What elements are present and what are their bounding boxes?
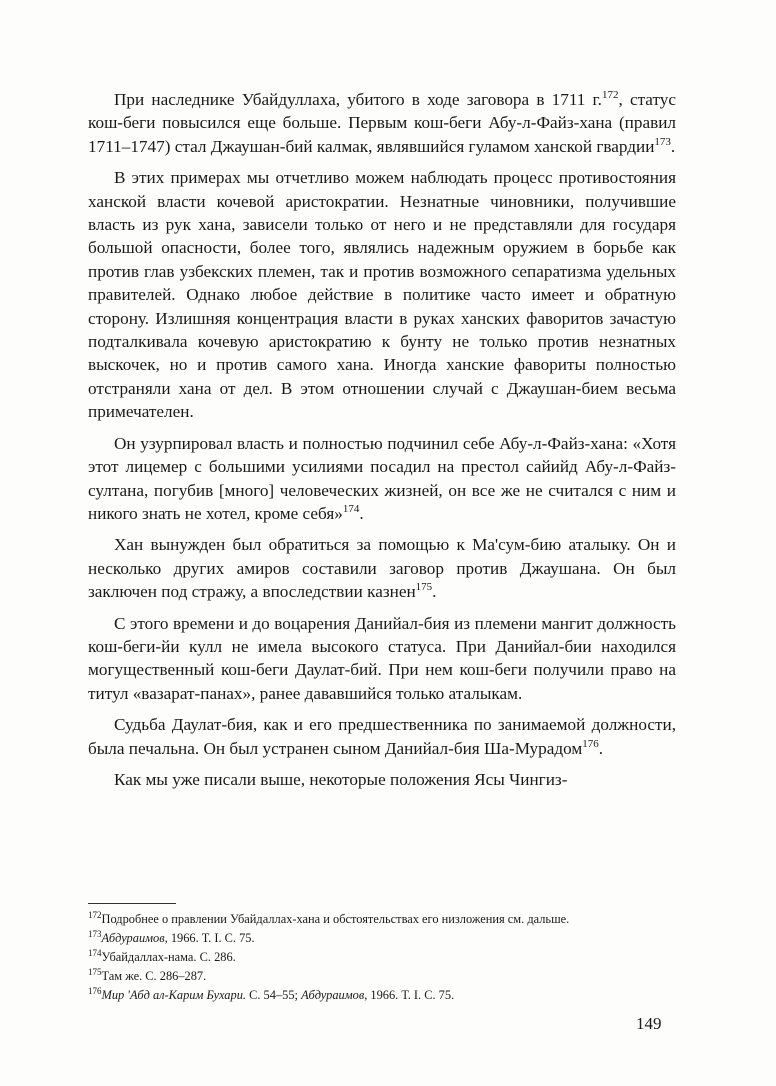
footnote-ref: 175 [415,581,433,594]
footnote: $^{176}$Мир 'Абд ал-Карим Бухари. С. 54–55; Абдураимов, 1966. Т. I. С. 75. [88,986,455,1002]
paragraph: При наследнике Убайдуллаха, убитого в ходе заговора в 1711 г.$^{172}$, статус кош-беги повысился еще больше. Первым кош-беги Абу-л-Файз-хана (правил 1711–1747) стал Джаушан-бий калмак, являвшийся гуламом ханской гвардии$^{173}$. [88,89,676,156]
paragraph: Судьба Даулат-бия, как и его предшественника по занимаемой должности, была печальна. Он был устранен сыном Данийал-бия Ша-Мурадом$^{176}$. [88,715,676,758]
footnotes [88,910,676,1005]
footnote: $^{172}$Подробнее о правлении Убайдаллах-хана и обстоятельствах его низложения см. дальше. [88,910,570,926]
paragraph: В этих примерах мы отчетливо можем наблюдать процесс противостояния ханской власти кочевой аристократии. Незнатные чиновники, получившие власть из рук хана, зависели только от него и не представляли для государя большой опасности, более того, являлись надежным оружием в борьбе как против глав узбекских племен, так и против возможного сепаратизма удельных правителей. Однако любое действие в политике часто имеет и обратную сторону. Излишняя концентрация власти в руках ханских фаворитов зачастую подталкивала кочевую аристократию к бунту не только против незнатных выскочек, но и против самого хана. Иногда ханские фавориты полностью отстраняли хана от дел. В этом отношении случай с Джаушан-бием весьма примечателен. [88,168,676,422]
page-number: 149 [636,1014,662,1033]
main-text [88,88,676,799]
footnote-ref: 176 [582,737,599,750]
paragraph: Хан вынужден был обратиться за помощью к Ма'сум-бию аталыку. Он и несколько других амиров составили заговор против Джаушана. Он был заключен под стражу, а впоследствии казнен$^{175}$. [88,535,676,602]
paragraph: Как мы уже писали выше, некоторые положения Ясы Чингиз- [114,769,568,789]
paragraph: С этого времени и до воцарения Данийал-бия из племени мангит должность кош-беги-йи кулл не имела высокого статуса. При Данийал-бии находился могущественный кош-беги Даулат-бий. При нем кош-беги получили право на титул «вазарат-панах», ранее дававшийся только аталыкам. [88,613,676,703]
footnote-ref: 173 [654,135,671,148]
footnote: $^{173}$Абдураимов, 1966. Т. I. С. 75. [88,929,255,945]
footnote-ref: 174 [342,502,360,515]
footnote: $^{175}$Там же. С. 286–287. [88,967,207,983]
footnote: $^{174}$Убайдаллах-нама. С. 286. [88,948,236,964]
footnote-ref: 172 [601,89,619,101]
footnote-divider [88,903,176,904]
paragraph: Он узурпировал власть и полностью подчинил себе Абу-л-Файз-хана: «Хотя этот лицемер с большими усилиями посадил на престол сайийд Абу-л-Файз-султана, погубив [много] человеческих жизней, он все же не считался с ним и никого знать не хотел, кроме себя»$^{174}$. [88,433,676,523]
